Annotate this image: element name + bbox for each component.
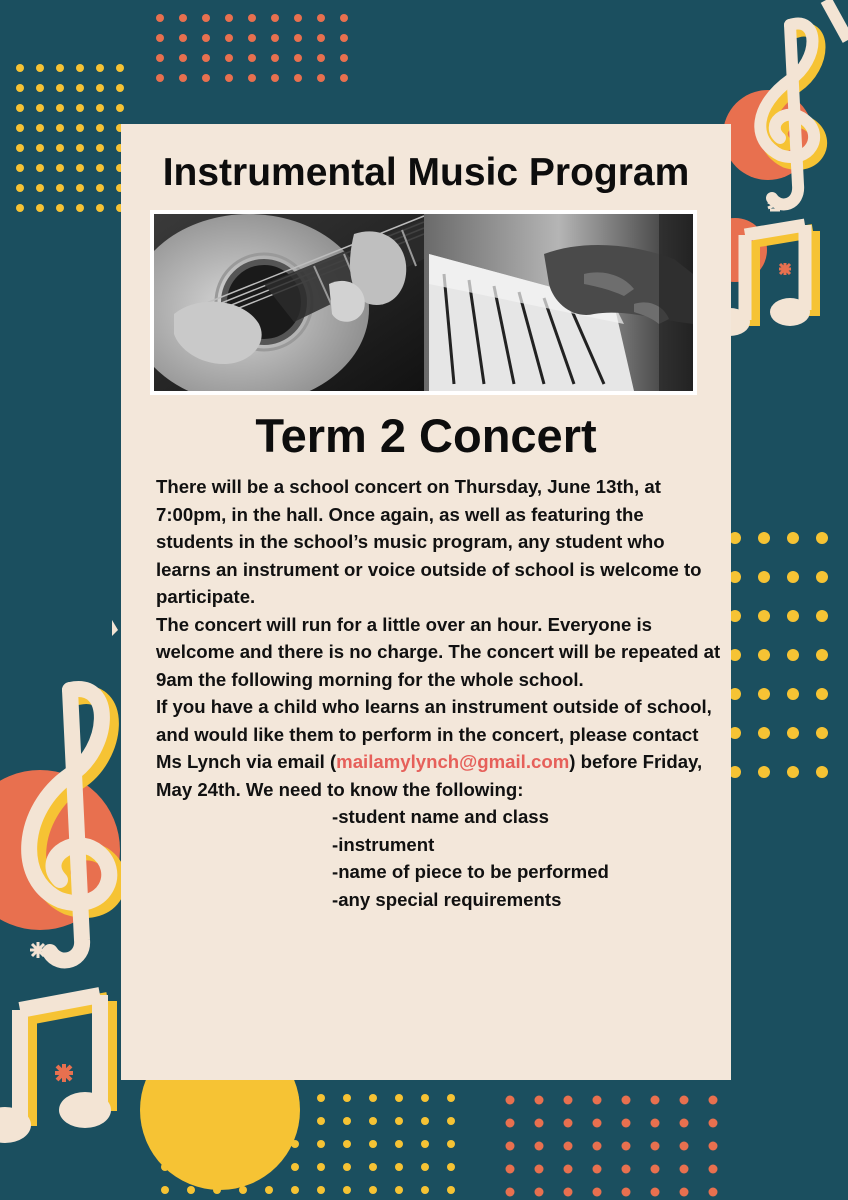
piano-image — [424, 214, 693, 391]
decor-dot — [16, 64, 24, 72]
decor-dot — [369, 1186, 377, 1194]
decor-dot — [343, 1186, 351, 1194]
contact-text-before: If you have a child who learns an instrument outside of school, and would like them to perform in the concert, please contact Ms Lynch via email ( — [156, 696, 712, 772]
list-item: -student name and class — [332, 806, 549, 827]
decor-dot — [76, 84, 84, 92]
decor-dot — [56, 144, 64, 152]
sparkle-icon — [30, 942, 46, 958]
decor-dot — [447, 1163, 455, 1171]
decor-dot — [447, 1117, 455, 1125]
decor-dot — [369, 1094, 377, 1102]
decor-dot — [651, 1165, 660, 1174]
decor-dot — [156, 34, 164, 42]
decor-dot — [56, 124, 64, 132]
decor-dot — [593, 1165, 602, 1174]
decor-dot — [506, 1188, 515, 1197]
decor-dot — [758, 571, 770, 583]
decor-dot — [202, 74, 210, 82]
concert-heading: Term 2 Concert — [255, 409, 597, 462]
decor-dot — [161, 1186, 169, 1194]
decor-dot — [76, 204, 84, 212]
decor-dot — [96, 84, 104, 92]
decor-dot — [76, 64, 84, 72]
decor-dot — [421, 1140, 429, 1148]
decor-dot — [96, 144, 104, 152]
page-title: Instrumental Music Program — [162, 151, 690, 194]
decor-dot — [271, 34, 279, 42]
decor-dot — [16, 204, 24, 212]
decor-dot — [395, 1140, 403, 1148]
decor-dot — [816, 766, 828, 778]
decor-dot — [758, 532, 770, 544]
decor-dot — [340, 34, 348, 42]
decor-dot — [651, 1119, 660, 1128]
decor-dot — [651, 1142, 660, 1151]
decor-dot — [395, 1163, 403, 1171]
paragraph-duration: The concert will run for a little over an hour. Everyone is welcome and there is no charge. The concert will be repeated at 9am the following morning for the whole school. — [156, 613, 721, 690]
decor-dot — [709, 1096, 718, 1105]
decor-dot — [622, 1119, 631, 1128]
decor-dot — [680, 1096, 689, 1105]
decor-dot — [179, 54, 187, 62]
decor-dot — [56, 104, 64, 112]
decor-dot — [248, 34, 256, 42]
decor-dot — [36, 104, 44, 112]
decor-dot — [369, 1140, 377, 1148]
decor-dot — [564, 1188, 573, 1197]
decor-dot — [36, 144, 44, 152]
decor-dot — [56, 184, 64, 192]
decor-dot — [787, 649, 799, 661]
list-item: -name of piece to be performed — [332, 861, 609, 882]
decor-dot — [96, 184, 104, 192]
decor-dot — [56, 204, 64, 212]
decor-dot — [369, 1163, 377, 1171]
decor-dot — [179, 74, 187, 82]
decor-dot — [202, 14, 210, 22]
decor-dot — [76, 144, 84, 152]
decor-dot — [421, 1186, 429, 1194]
decor-dot — [593, 1142, 602, 1151]
decor-dot — [116, 84, 124, 92]
decor-dot — [16, 184, 24, 192]
decor-dot — [265, 1186, 273, 1194]
decor-dot — [622, 1096, 631, 1105]
decor-dot — [447, 1186, 455, 1194]
decor-dot — [758, 610, 770, 622]
sparkle-icon — [55, 1064, 73, 1082]
decor-dot — [564, 1165, 573, 1174]
decor-dot — [156, 14, 164, 22]
decor-dot — [709, 1165, 718, 1174]
decor-dot — [96, 164, 104, 172]
decor-dot — [317, 74, 325, 82]
concert-details — [156, 473, 721, 913]
decor-dot — [317, 14, 325, 22]
decor-dot — [317, 1094, 325, 1102]
decor-dot — [564, 1096, 573, 1105]
decor-dot — [179, 34, 187, 42]
decor-dot — [787, 727, 799, 739]
decor-dot — [36, 64, 44, 72]
contact-text-after: ) before Friday, May 24th. We need to know the following: — [156, 751, 703, 800]
decor-dot — [76, 104, 84, 112]
decor-dot — [291, 1186, 299, 1194]
decor-dot — [317, 1117, 325, 1125]
decor-dot — [758, 649, 770, 661]
decor-dot — [76, 164, 84, 172]
decor-dot — [16, 164, 24, 172]
decor-dot — [248, 14, 256, 22]
decor-dot — [202, 54, 210, 62]
decor-dot — [506, 1142, 515, 1151]
decor-dot — [622, 1142, 631, 1151]
decor-dot — [96, 204, 104, 212]
decor-dot — [421, 1117, 429, 1125]
decor-dot — [36, 184, 44, 192]
decor-dot — [593, 1119, 602, 1128]
decor-dot — [622, 1165, 631, 1174]
decor-dot — [225, 54, 233, 62]
instrument-photo — [150, 210, 697, 395]
decor-dot — [343, 1140, 351, 1148]
decor-dot — [294, 74, 302, 82]
decor-dot — [816, 532, 828, 544]
paragraph-date-venue: There will be a school concert on Thursday, June 13th, at 7:00pm, in the hall. Once again, as well as featuring the students in the school’s music program, any student who learns an instrument or voice outside of school is welcome to participate. — [156, 476, 702, 607]
decor-dot — [535, 1188, 544, 1197]
decor-dot — [506, 1096, 515, 1105]
guitar-image — [154, 214, 424, 391]
decor-dot — [816, 649, 828, 661]
decor-dot — [506, 1119, 515, 1128]
decor-dot — [816, 688, 828, 700]
list-item: -any special requirements — [332, 888, 562, 910]
decor-dot — [225, 34, 233, 42]
decor-dot — [56, 64, 64, 72]
decor-dot — [294, 14, 302, 22]
decor-dot — [651, 1188, 660, 1197]
decor-dot — [116, 64, 124, 72]
decor-dot — [317, 1163, 325, 1171]
decor-dot — [271, 14, 279, 22]
decor-dot — [225, 14, 233, 22]
decor-dot — [96, 124, 104, 132]
decor-dot — [317, 54, 325, 62]
decor-dot — [421, 1094, 429, 1102]
email-link[interactable]: mailamylynch@gmail.com — [336, 751, 570, 772]
decor-dot — [758, 688, 770, 700]
decor-dot — [816, 727, 828, 739]
decor-dot — [709, 1142, 718, 1151]
decor-dot — [535, 1096, 544, 1105]
decor-dot — [758, 766, 770, 778]
decor-dot — [202, 34, 210, 42]
decor-dot — [16, 144, 24, 152]
decor-dot — [271, 74, 279, 82]
decor-dot — [369, 1117, 377, 1125]
decor-dot — [680, 1142, 689, 1151]
paragraph-contact — [156, 693, 721, 803]
decor-dot — [116, 104, 124, 112]
decor-dot — [340, 54, 348, 62]
decor-dot — [156, 74, 164, 82]
decor-dot — [56, 164, 64, 172]
sparkle-icon — [779, 263, 791, 275]
decor-dot — [787, 688, 799, 700]
decor-dot — [156, 54, 164, 62]
decor-dot — [816, 610, 828, 622]
decor-dot — [317, 1140, 325, 1148]
decor-dot — [291, 1163, 299, 1171]
decor-dot — [506, 1165, 515, 1174]
decor-dot — [179, 14, 187, 22]
decor-dot — [36, 124, 44, 132]
decor-dot — [564, 1142, 573, 1151]
decor-dot — [340, 14, 348, 22]
decor-dot — [680, 1165, 689, 1174]
decor-dot — [680, 1119, 689, 1128]
decor-dot — [709, 1188, 718, 1197]
list-item: -instrument — [332, 833, 435, 855]
decor-dot — [16, 84, 24, 92]
decor-dot — [593, 1096, 602, 1105]
decor-dot — [317, 1186, 325, 1194]
decor-dot — [564, 1119, 573, 1128]
decor-dot — [447, 1140, 455, 1148]
decor-dot — [593, 1188, 602, 1197]
decor-dot — [343, 1117, 351, 1125]
decor-dot — [76, 184, 84, 192]
decor-dot — [787, 610, 799, 622]
decor-dot — [187, 1186, 195, 1194]
decor-dot — [758, 727, 770, 739]
decor-dot — [343, 1094, 351, 1102]
decor-dot — [651, 1096, 660, 1105]
eighth-notes-icon — [0, 995, 111, 1143]
decor-dot — [76, 124, 84, 132]
decor-dot — [96, 104, 104, 112]
decor-dot — [680, 1188, 689, 1197]
decor-dot — [317, 34, 325, 42]
decor-dot — [535, 1142, 544, 1151]
info-card — [121, 124, 731, 1080]
decor-dot — [16, 104, 24, 112]
decor-dot — [248, 54, 256, 62]
decor-dot — [787, 571, 799, 583]
decor-dot — [709, 1119, 718, 1128]
decor-dot — [447, 1094, 455, 1102]
decor-dot — [36, 204, 44, 212]
decor-dot — [271, 54, 279, 62]
decor-dot — [787, 766, 799, 778]
decor-dot — [225, 74, 233, 82]
decor-dot — [535, 1119, 544, 1128]
decor-dot — [294, 34, 302, 42]
decor-dot — [56, 84, 64, 92]
decor-dot — [36, 164, 44, 172]
decor-dot — [535, 1165, 544, 1174]
requirements-list — [156, 803, 721, 913]
note-fragment — [112, 620, 118, 636]
decor-dot — [294, 54, 302, 62]
decor-dot — [421, 1163, 429, 1171]
decor-dot — [248, 74, 256, 82]
decor-dot — [343, 1163, 351, 1171]
note-stem — [826, 0, 848, 40]
decor-dot — [340, 74, 348, 82]
decor-dot — [622, 1188, 631, 1197]
decor-dot — [96, 64, 104, 72]
decor-dot — [16, 124, 24, 132]
decor-dot — [395, 1117, 403, 1125]
decor-dot — [395, 1094, 403, 1102]
decor-dot — [36, 84, 44, 92]
decor-dot — [395, 1186, 403, 1194]
decor-dot — [816, 571, 828, 583]
decor-dot — [787, 532, 799, 544]
